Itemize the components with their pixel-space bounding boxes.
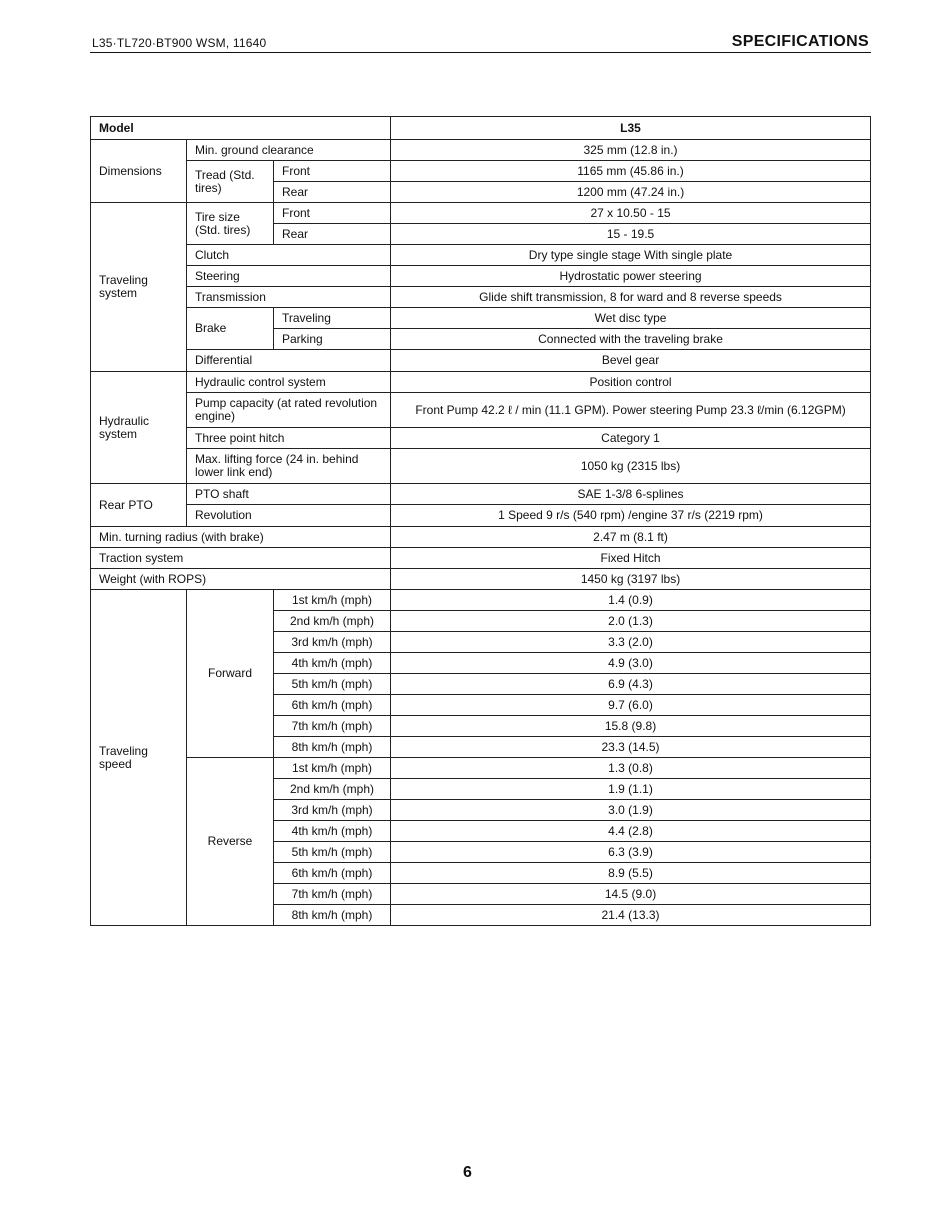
traction-system-label: Traction system [91, 548, 391, 569]
gear-speed-value: 4.4 (2.8) [391, 821, 871, 842]
pto-shaft-label: PTO shaft [187, 484, 391, 505]
table-row [91, 161, 871, 182]
specifications-table [90, 116, 871, 926]
table-row [91, 527, 871, 548]
gear-speed-value: 4.9 (3.0) [391, 653, 871, 674]
tread-rear-label: Rear [274, 182, 391, 203]
header-divider [90, 52, 871, 53]
gear-speed-value: 15.8 (9.8) [391, 716, 871, 737]
transmission-label: Transmission [187, 287, 391, 308]
table-row [91, 505, 871, 527]
traveling-system-label: Traveling system [91, 203, 187, 372]
clutch-label: Clutch [187, 245, 391, 266]
gear-speed-value: 6.3 (3.9) [391, 842, 871, 863]
section-title: SPECIFICATIONS [731, 33, 869, 50]
table-row [91, 245, 871, 266]
tire-front-value: 27 x 10.50 - 15 [391, 203, 871, 224]
gear-label: 8th km/h (mph) [274, 905, 391, 926]
gear-label: 5th km/h (mph) [274, 842, 391, 863]
lifting-force-label: Max. lifting force (24 in. behind lower link end) [187, 449, 391, 484]
differential-label: Differential [187, 350, 391, 372]
gear-speed-value: 1.3 (0.8) [391, 758, 871, 779]
tread-front-label: Front [274, 161, 391, 182]
gear-label: 5th km/h (mph) [274, 674, 391, 695]
gear-speed-value: 1.9 (1.1) [391, 779, 871, 800]
traveling-speed-label: Traveling speed [91, 590, 187, 926]
gear-speed-value: 8.9 (5.5) [391, 863, 871, 884]
weight-value: 1450 kg (3197 lbs) [391, 569, 871, 590]
clutch-value: Dry type single stage With single plate [391, 245, 871, 266]
table-row [91, 140, 871, 161]
pto-revolution-label: Revolution [187, 505, 391, 527]
model-value: L35 [391, 117, 871, 140]
document-id: L35·TL720·BT900 WSM, 11640 [92, 36, 267, 50]
brake-traveling-label: Traveling [274, 308, 391, 329]
table-row [91, 372, 871, 393]
gear-label: 6th km/h (mph) [274, 863, 391, 884]
steering-value: Hydrostatic power steering [391, 266, 871, 287]
gear-label: 8th km/h (mph) [274, 737, 391, 758]
hydraulic-control-value: Position control [391, 372, 871, 393]
gear-label: 3rd km/h (mph) [274, 632, 391, 653]
speed-row [91, 758, 871, 779]
pto-shaft-value: SAE 1-3/8 6-splines [391, 484, 871, 505]
dimensions-label: Dimensions [91, 140, 187, 203]
table-row [91, 569, 871, 590]
differential-value: Bevel gear [391, 350, 871, 372]
gear-speed-value: 2.0 (1.3) [391, 611, 871, 632]
gear-label: 7th km/h (mph) [274, 884, 391, 905]
pump-capacity-value: Front Pump 42.2 ℓ / min (11.1 GPM). Power steering Pump 23.3 ℓ/min (6.12GPM) [391, 393, 871, 428]
steering-label: Steering [187, 266, 391, 287]
table-row [91, 428, 871, 449]
tire-front-label: Front [274, 203, 391, 224]
brake-parking-label: Parking [274, 329, 391, 350]
gear-label: 1st km/h (mph) [274, 590, 391, 611]
brake-parking-value: Connected with the traveling brake [391, 329, 871, 350]
table-row [91, 393, 871, 428]
table-row [91, 117, 871, 140]
page-number: 6 [463, 1164, 472, 1181]
gear-label: 4th km/h (mph) [274, 821, 391, 842]
tread-label: Tread (Std. tires) [187, 161, 274, 203]
traction-system-value: Fixed Hitch [391, 548, 871, 569]
weight-label: Weight (with ROPS) [91, 569, 391, 590]
pto-revolution-value: 1 Speed 9 r/s (540 rpm) /engine 37 r/s (2219 rpm) [391, 505, 871, 527]
table-row [91, 449, 871, 484]
gear-speed-value: 1.4 (0.9) [391, 590, 871, 611]
hydraulic-control-label: Hydraulic control system [187, 372, 391, 393]
turning-radius-value: 2.47 m (8.1 ft) [391, 527, 871, 548]
gear-speed-value: 14.5 (9.0) [391, 884, 871, 905]
table-row [91, 548, 871, 569]
gear-speed-value: 3.3 (2.0) [391, 632, 871, 653]
gear-label: 1st km/h (mph) [274, 758, 391, 779]
tire-rear-value: 15 - 19.5 [391, 224, 871, 245]
transmission-value: Glide shift transmission, 8 for ward and 8 reverse speeds [391, 287, 871, 308]
table-row [91, 308, 871, 329]
ground-clearance-value: 325 mm (12.8 in.) [391, 140, 871, 161]
tread-rear-value: 1200 mm (47.24 in.) [391, 182, 871, 203]
gear-label: 4th km/h (mph) [274, 653, 391, 674]
gear-label: 2nd km/h (mph) [274, 611, 391, 632]
gear-speed-value: 6.9 (4.3) [391, 674, 871, 695]
brake-traveling-value: Wet disc type [391, 308, 871, 329]
rear-pto-label: Rear PTO [91, 484, 187, 527]
tire-rear-label: Rear [274, 224, 391, 245]
reverse-group-label: Reverse [187, 758, 274, 926]
gear-label: 2nd km/h (mph) [274, 779, 391, 800]
forward-group-label: Forward [187, 590, 274, 758]
brake-label: Brake [187, 308, 274, 350]
gear-speed-value: 21.4 (13.3) [391, 905, 871, 926]
table-row [91, 203, 871, 224]
tire-size-label: Tire size (Std. tires) [187, 203, 274, 245]
hydraulic-system-label: Hydraulic system [91, 372, 187, 484]
model-label: Model [91, 117, 391, 140]
three-point-hitch-label: Three point hitch [187, 428, 391, 449]
speed-row [91, 590, 871, 611]
turning-radius-label: Min. turning radius (with brake) [91, 527, 391, 548]
gear-speed-value: 3.0 (1.9) [391, 800, 871, 821]
gear-label: 6th km/h (mph) [274, 695, 391, 716]
three-point-hitch-value: Category 1 [391, 428, 871, 449]
table-row [91, 266, 871, 287]
pump-capacity-label: Pump capacity (at rated revolution engine) [187, 393, 391, 428]
gear-speed-value: 23.3 (14.5) [391, 737, 871, 758]
ground-clearance-label: Min. ground clearance [187, 140, 391, 161]
gear-label: 7th km/h (mph) [274, 716, 391, 737]
table-row [91, 350, 871, 372]
table-row [91, 287, 871, 308]
gear-label: 3rd km/h (mph) [274, 800, 391, 821]
lifting-force-value: 1050 kg (2315 lbs) [391, 449, 871, 484]
gear-speed-value: 9.7 (6.0) [391, 695, 871, 716]
table-row [91, 484, 871, 505]
tread-front-value: 1165 mm (45.86 in.) [391, 161, 871, 182]
